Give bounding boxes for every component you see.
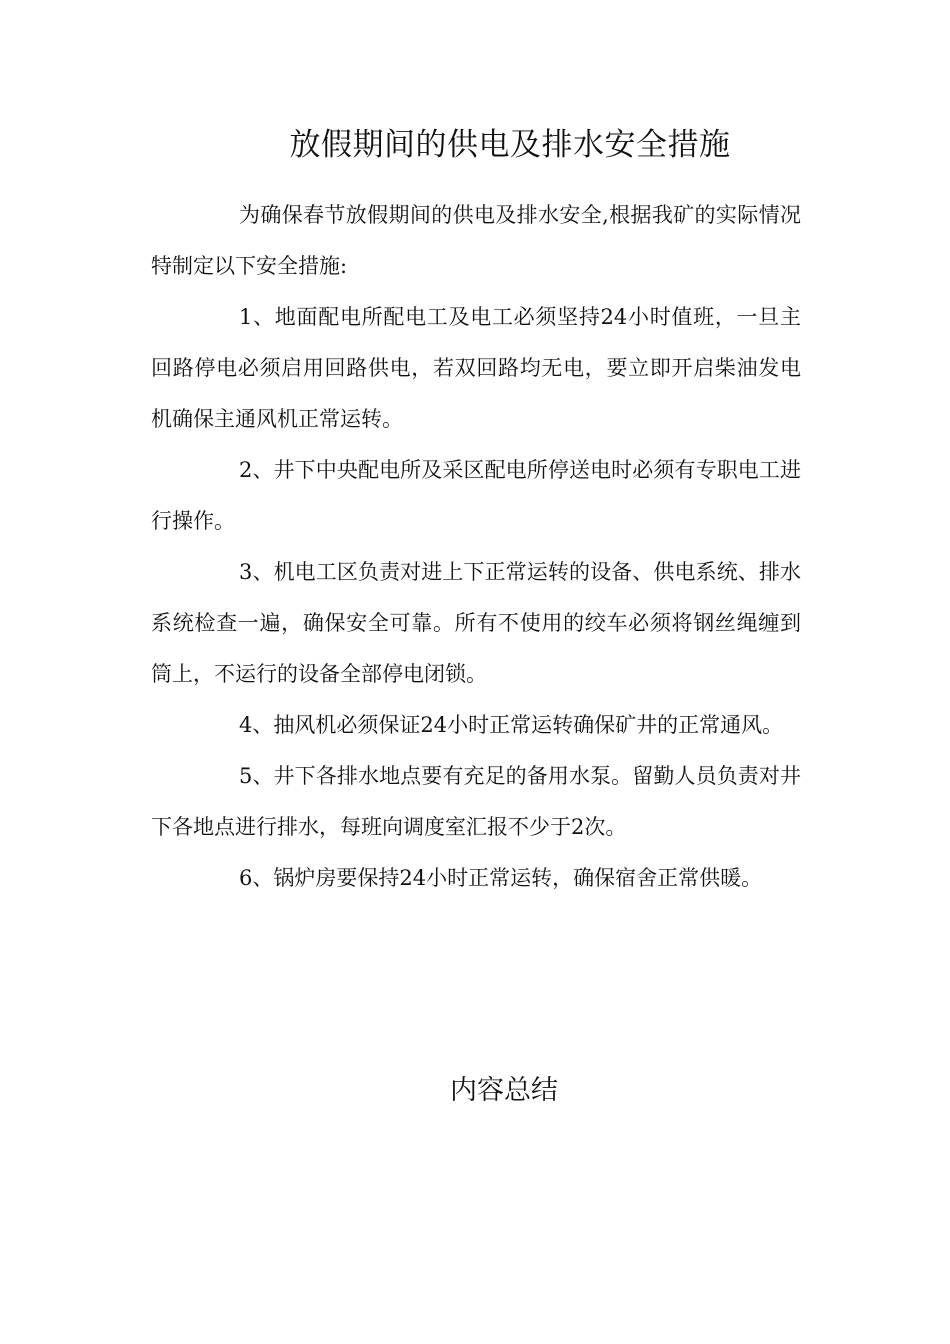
- intro-paragraph: 为确保春节放假期间的供电及排水安全,根据我矿的实际情况特制定以下安全措施:: [151, 203, 801, 278]
- measure-2-paragraph: 2、井下中央配电所及采区配电所停送电时必须有专职电工进行操作。: [151, 458, 801, 533]
- measure-6-paragraph: 6、锅炉房要保持24小时正常运转，确保宿舍正常供暖。: [239, 866, 763, 890]
- measure-1-paragraph: 1、地面配电所配电工及电工必须坚持24小时值班，一旦主回路停电必须启用回路供电，若双回路均无电，要立即开启柴油发电机确保主通风机正常运转。: [151, 305, 801, 431]
- document-body: [151, 190, 801, 904]
- summary-heading: 内容总结: [450, 1075, 558, 1106]
- measure-3-paragraph: 3、机电工区负责对进上下正常运转的设备、供电系统、排水系统检查一遍，确保安全可靠。所有不使用的绞车必须将钢丝绳缠到筒上，不运行的设备全部停电闭锁。: [151, 560, 801, 686]
- measure-5-paragraph: 5、井下各排水地点要有充足的备用水泵。留勤人员负责对井下各地点进行排水，每班向调度室汇报不少于2次。: [151, 764, 801, 839]
- measure-4-paragraph: 4、抽风机必须保证24小时正常运转确保矿井的正常通风。: [239, 713, 784, 737]
- document-title: 放假期间的供电及排水安全措施: [289, 127, 731, 163]
